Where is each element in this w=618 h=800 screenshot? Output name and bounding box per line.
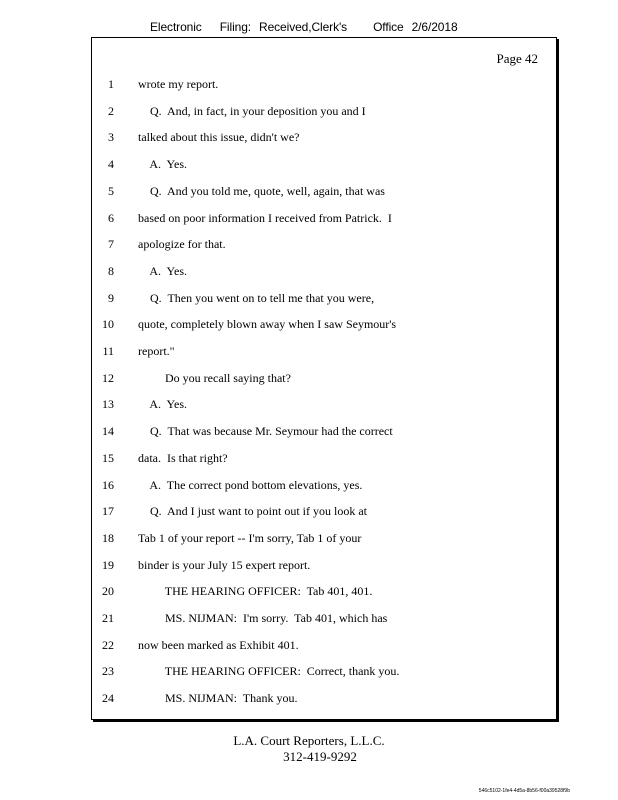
transcript-line bbox=[92, 101, 556, 121]
line-number: 13 bbox=[102, 397, 114, 412]
line-number: 15 bbox=[102, 450, 114, 465]
line-number: 19 bbox=[102, 557, 114, 572]
line-text: apologize for that. bbox=[138, 237, 226, 252]
line-text: now been marked as Exhibit 401. bbox=[138, 637, 299, 652]
transcript-line bbox=[92, 528, 556, 548]
line-text: binder is your July 15 expert report. bbox=[138, 557, 311, 572]
line-text: data. Is that right? bbox=[138, 450, 228, 465]
line-text: A. Yes. bbox=[138, 157, 188, 172]
line-number: 4 bbox=[108, 157, 114, 172]
line-number: 20 bbox=[102, 584, 114, 599]
transcript-line bbox=[92, 661, 556, 681]
line-text: Q. And, in fact, in your deposition you and I bbox=[138, 103, 366, 118]
transcript-line bbox=[92, 208, 556, 228]
transcript-line bbox=[92, 394, 556, 414]
line-number: 21 bbox=[102, 611, 114, 625]
court-reporter-phone: 312-419-9292 bbox=[283, 749, 357, 764]
line-text: A. Yes. bbox=[138, 397, 188, 412]
transcript-line bbox=[92, 154, 556, 174]
transcript-line bbox=[92, 74, 556, 94]
line-number: 17 bbox=[102, 504, 114, 519]
transcript-line bbox=[92, 555, 556, 575]
line-number: 22 bbox=[102, 637, 114, 652]
line-number: 12 bbox=[102, 370, 114, 385]
transcript-line bbox=[92, 127, 556, 147]
filing-stamp-date: 2/6/2018 bbox=[411, 20, 458, 34]
line-number: 10 bbox=[102, 317, 114, 332]
transcript-line bbox=[92, 368, 556, 388]
line-number: 7 bbox=[108, 237, 114, 252]
line-number: 1 bbox=[108, 77, 114, 91]
line-text: MS. NIJMAN: Thank you. bbox=[138, 691, 298, 706]
transcript-line bbox=[92, 475, 556, 495]
line-text: THE HEARING OFFICER: Correct, thank you. bbox=[138, 664, 400, 679]
transcript-line bbox=[92, 581, 556, 601]
line-number: 2 bbox=[108, 103, 114, 118]
court-reporter-footer bbox=[0, 733, 618, 765]
filing-stamp-part-received: Received,Clerk's bbox=[259, 20, 348, 34]
line-number: 3 bbox=[108, 130, 114, 145]
line-text: Q. That was because Mr. Seymour had the correct bbox=[138, 424, 393, 439]
transcript-line bbox=[92, 501, 556, 521]
transcript-line bbox=[92, 448, 556, 468]
line-text: THE HEARING OFFICER: Tab 401, 401. bbox=[138, 584, 373, 599]
transcript-line bbox=[92, 234, 556, 254]
line-text: based on poor information I received from Patrick. I bbox=[138, 210, 392, 225]
line-number: 18 bbox=[102, 530, 114, 545]
court-reporter-name: L.A. Court Reporters, L.L.C. bbox=[233, 733, 385, 748]
transcript-line bbox=[92, 181, 556, 201]
transcript-line bbox=[92, 421, 556, 441]
transcript-line bbox=[92, 288, 556, 308]
transcript-line bbox=[92, 261, 556, 281]
transcript-line bbox=[92, 688, 556, 708]
line-text: quote, completely blown away when I saw Seymour's bbox=[138, 317, 397, 332]
line-text: talked about this issue, didn't we? bbox=[138, 130, 300, 145]
line-text: Q. And I just want to point out if you look at bbox=[138, 504, 367, 519]
line-text: report." bbox=[138, 344, 175, 358]
filing-stamp-part-office: Office bbox=[373, 20, 404, 34]
line-number: 16 bbox=[102, 477, 114, 492]
transcript-line bbox=[92, 314, 556, 334]
line-number: 8 bbox=[108, 263, 114, 278]
line-number: 24 bbox=[102, 691, 114, 706]
line-text: wrote my report. bbox=[138, 77, 219, 91]
filing-stamp-part-filing: Filing: bbox=[219, 20, 252, 34]
line-text: Tab 1 of your report -- I'm sorry, Tab 1 of your bbox=[138, 530, 362, 545]
line-text: A. Yes. bbox=[138, 263, 188, 278]
transcript-line bbox=[92, 635, 556, 655]
transcript-page-frame bbox=[91, 37, 557, 720]
line-text: Do you recall saying that? bbox=[138, 370, 291, 385]
line-text: MS. NIJMAN: I'm sorry. Tab 401, which has bbox=[138, 611, 388, 625]
line-number: 23 bbox=[102, 664, 114, 679]
filing-stamp-part-electronic: Electronic bbox=[150, 20, 202, 34]
line-number: 9 bbox=[108, 290, 114, 305]
line-number: 14 bbox=[102, 424, 114, 439]
line-text: Q. And you told me, quote, well, again, that was bbox=[138, 183, 385, 198]
filing-stamp-header bbox=[150, 20, 458, 34]
transcript-line bbox=[92, 341, 556, 361]
page-number: Page 42 bbox=[496, 51, 538, 66]
line-number: 5 bbox=[108, 183, 114, 198]
line-text: Q. Then you went on to tell me that you were, bbox=[138, 290, 375, 305]
line-text: A. The correct pond bottom elevations, yes. bbox=[138, 477, 363, 492]
transcript-line bbox=[92, 608, 556, 628]
document-id: 546c5102-1fe4-4d5a-8b56-f00a39528f9b bbox=[478, 788, 570, 794]
line-number: 11 bbox=[102, 344, 114, 358]
line-number: 6 bbox=[108, 210, 114, 225]
